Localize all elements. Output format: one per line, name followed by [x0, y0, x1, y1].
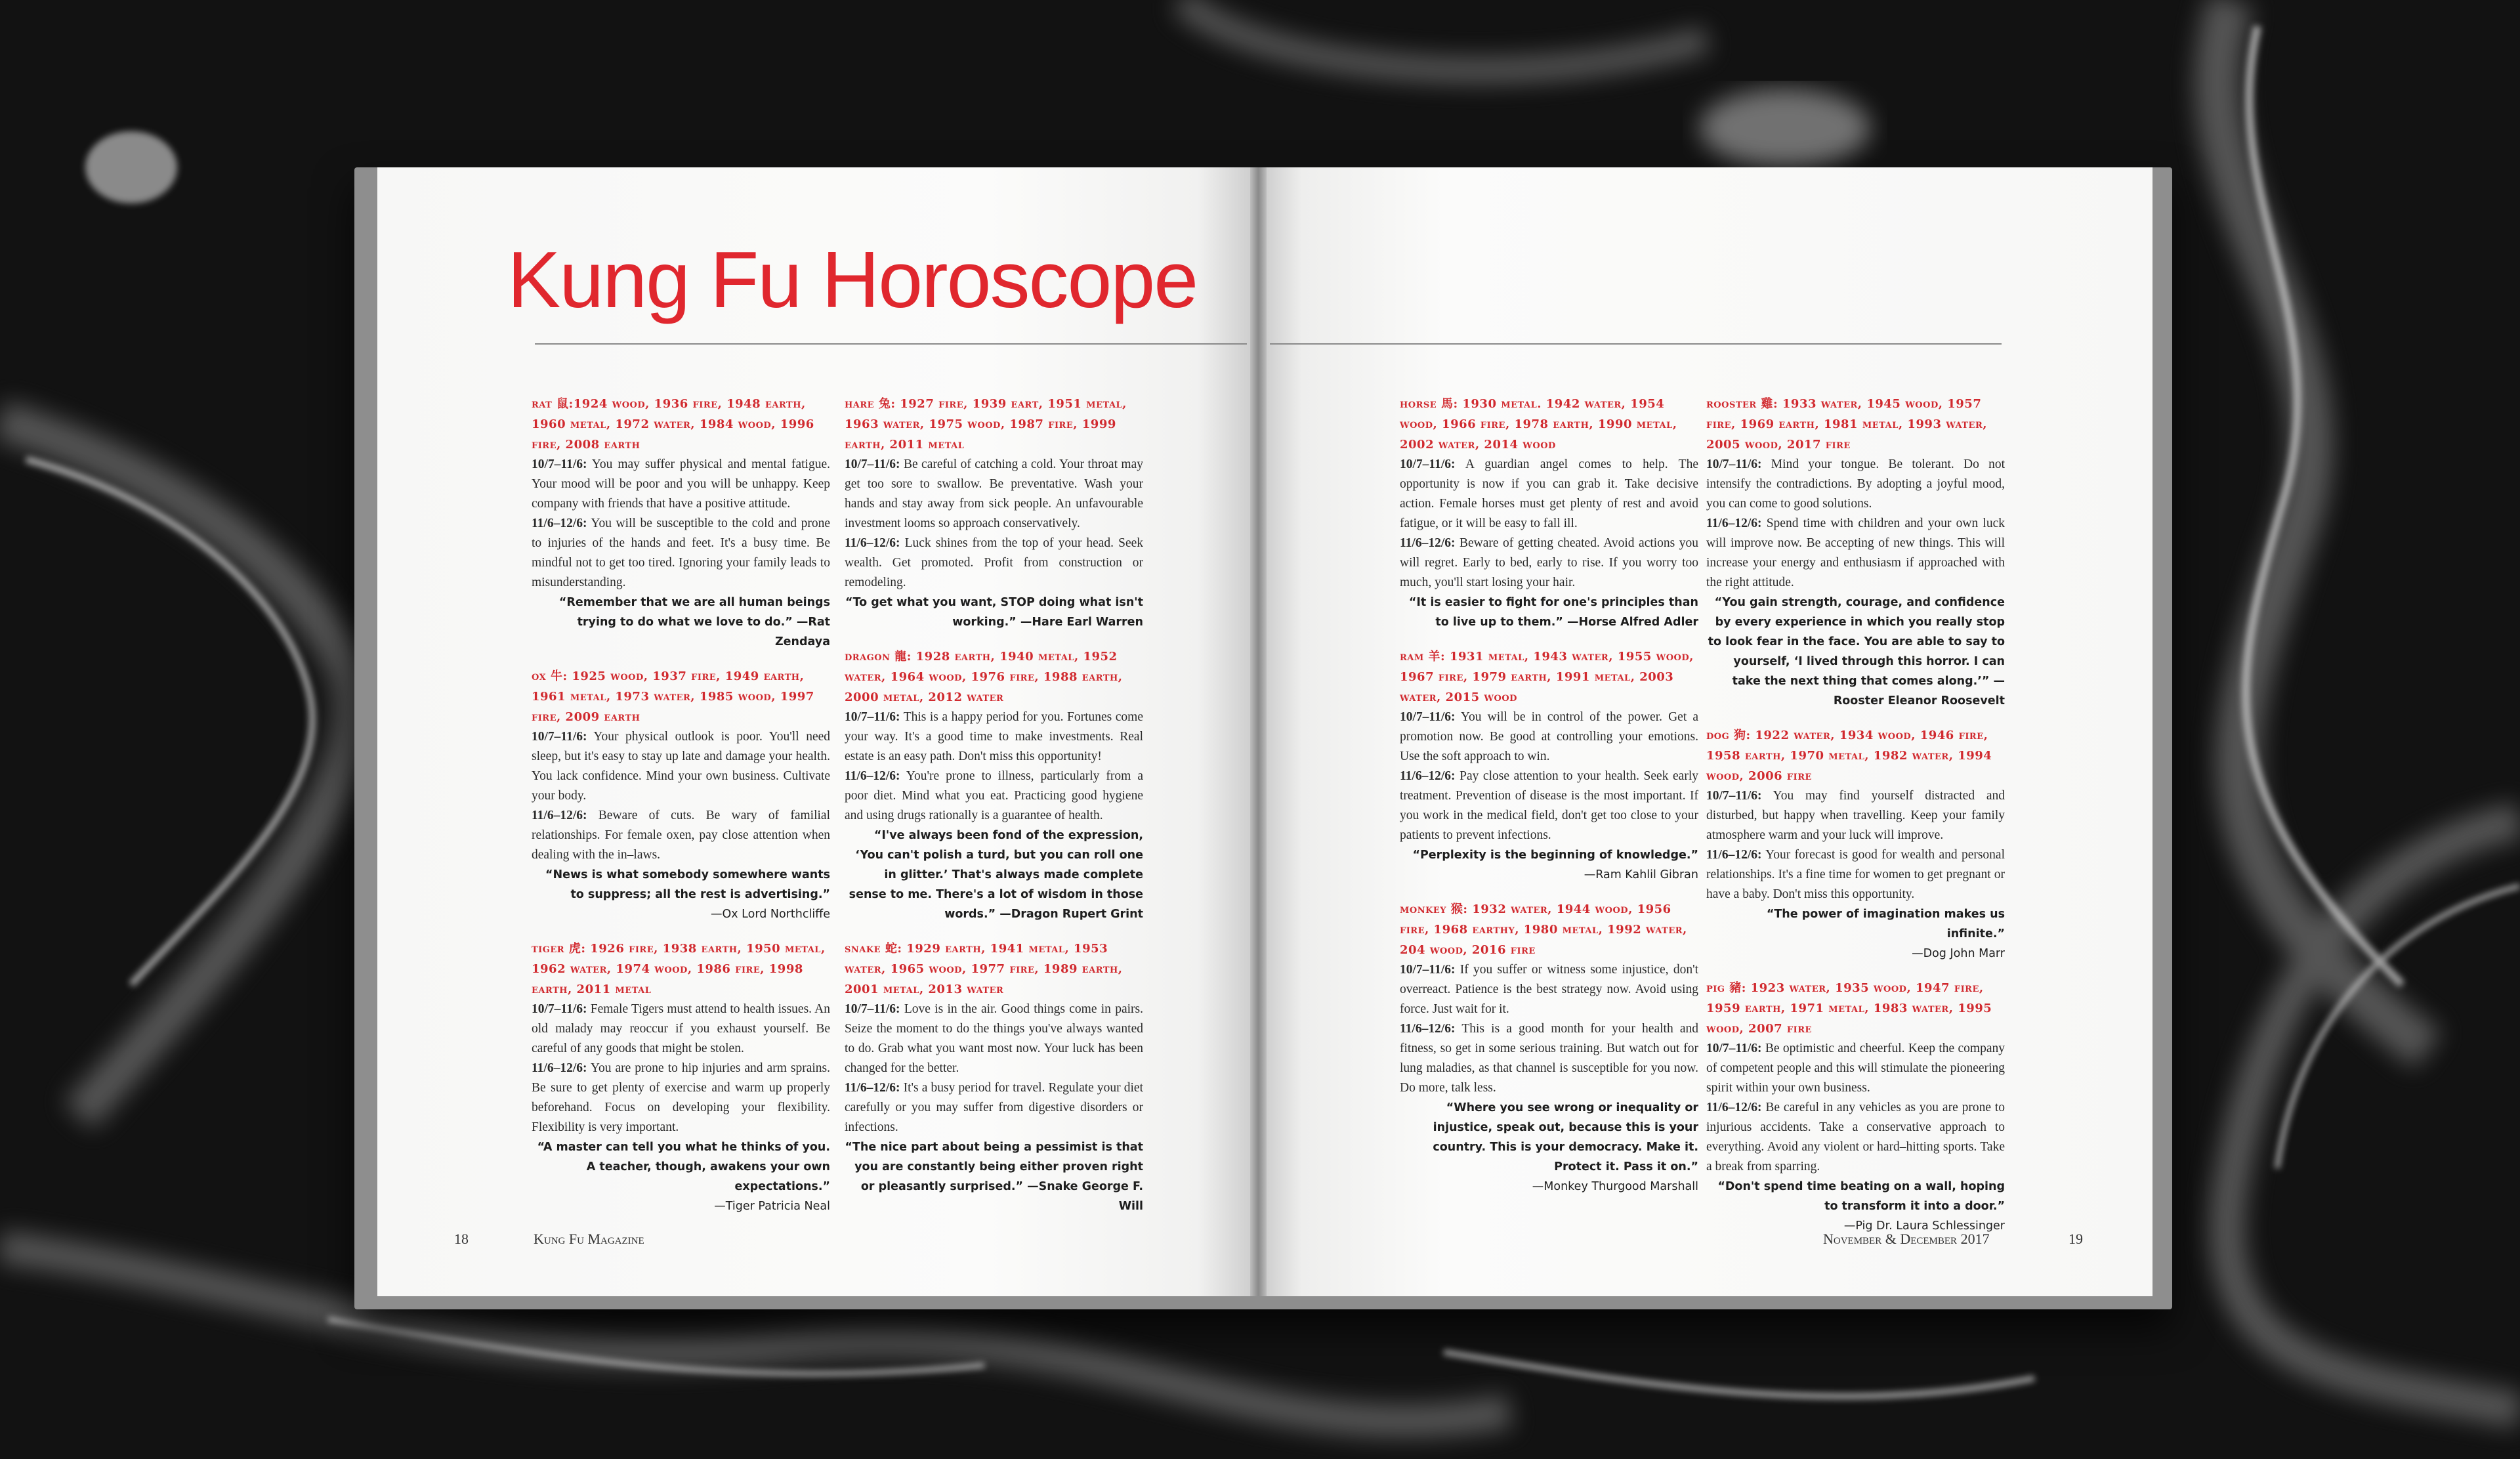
entry-paragraph-2: [1400, 767, 1698, 845]
entry-pig: [1706, 978, 2005, 1236]
page-title: Kung Fu Horoscope: [507, 235, 1198, 324]
entry-paragraph-1: [532, 1000, 830, 1059]
paragraph-text: This is a good month for your health and fitness, so get in some serious training. But watch out for lung maladies, as that channel is susceptible for you now. Do more, talk less.: [1400, 1022, 1698, 1095]
entry-paragraph-2: [532, 806, 830, 865]
entry-ram: [1400, 646, 1698, 885]
entry-heading: snake 蛇: 1929 earth, 1941 metal, 1953 water, 1965 wood, 1977 fire, 1989 earth, 2001 metal, 2013 water: [845, 942, 1123, 996]
page-number-left: 18: [454, 1231, 469, 1247]
column-1: [532, 394, 830, 1231]
date-label: 10/7–11/6:: [1400, 457, 1456, 471]
paragraph-text: Love is in the air. Good things come in pairs. Seize the moment to do the things you've always wanted to do. Grab what you want most now. Your luck has been changed for the better.: [845, 1002, 1143, 1075]
date-label: 11/6–12/6:: [532, 809, 587, 822]
title-rule-left: [535, 343, 1247, 345]
paragraph-text: You are prone to hip injuries and arm sprains. Be sure to get plenty of exercise and warm up properly beforehand. Focus on developing your flexibility. Flexibility is very important.: [532, 1061, 831, 1134]
entry-heading: ram 羊: 1931 metal, 1943 water, 1955 wood, 1967 fire, 1979 earth, 1991 metal, 2003 water, 2015 wood: [1400, 650, 1694, 704]
paragraph-text: Your physical outlook is poor. You'll need sleep, but it's easy to stay up late and damage your health. You lack confidence. Mind your own business. Cultivate your body.: [532, 730, 831, 803]
paragraph-text: A guardian angel comes to help. The opportunity is now if you can grab it. Take decisive action. Female horses must get plenty of rest and avoid fatigue, or it will be easy to fall ill.: [1400, 457, 1698, 530]
paragraph-text: You will be in control of the power. Get a promotion now. Be good at controlling your emotions. Use the soft approach to win.: [1400, 710, 1698, 763]
entry-quote: “You gain strength, courage, and confidence by every experience in which you really stop to look fear in the face. You are able to say to yourself, ‘I lived through this horror. I can take the next thing that comes along.’” —Rooster Eleanor Roosevelt: [1708, 596, 2005, 708]
entry-quote: “News is what somebody somewhere wants to suppress; all the rest is advertising.”: [545, 868, 830, 901]
entry-paragraph-2: [1706, 514, 2005, 593]
paragraph-text: Spend time with children and your own luck will improve now. Be accepting of new things. This will increase your energy and enthusiasm if approached with the right attitude.: [1706, 517, 2005, 589]
entry-attribution: —Pig Dr. Laura Schlessinger: [1843, 1219, 2005, 1233]
entry-paragraph-2: [845, 767, 1143, 826]
entry-paragraph-1: [1706, 786, 2005, 845]
page-number-right: 19: [2068, 1231, 2083, 1247]
entry-quote: “Remember that we are all human beings trying to do what we love to do.” —Rat Zendaya: [558, 596, 830, 648]
entry-quote: “A master can tell you what he thinks of you. A teacher, though, awakens your own expectations.”: [537, 1141, 830, 1193]
entry-attribution: —Dog John Marr: [1912, 947, 2005, 960]
entry-paragraph-2: [532, 1059, 830, 1137]
date-label: 10/7–11/6:: [1706, 457, 1762, 471]
paragraph-text: Pay close attention to your health. Seek early treatment. Prevention of disease is the most important. If you work in the medical field, don't get too close to your patients to prevent infections.: [1400, 769, 1698, 842]
entry-dragon: [845, 646, 1143, 924]
date-label: 11/6–12/6:: [1400, 536, 1456, 550]
entry-heading: dragon 龍: 1928 earth, 1940 metal, 1952 water, 1964 wood, 1976 fire, 1988 earth, 2000 metal, 2012 water: [845, 650, 1123, 704]
entry-attribution: —Tiger Patricia Neal: [714, 1200, 830, 1213]
paragraph-text: Beware of getting cheated. Avoid actions you will regret. Early to bed, early to rise. If you worry too much, you'll start losing your hair.: [1400, 536, 1699, 589]
paragraph-text: It's a busy period for travel. Regulate your diet carefully or you may suffer from digestive disorders or infections.: [845, 1081, 1144, 1134]
column-4: [1706, 394, 2005, 1250]
entry-paragraph-1: [532, 455, 830, 514]
paragraph-text: Beware of cuts. Be wary of familial relationships. For female oxen, pay close attention when dealing with the in–laws.: [532, 809, 831, 862]
entry-rooster: [1706, 394, 2005, 711]
date-label: 11/6–12/6:: [1706, 848, 1762, 862]
date-label: 10/7–11/6:: [532, 1002, 587, 1016]
date-label: 10/7–11/6:: [1400, 963, 1456, 977]
date-label: 10/7–11/6:: [845, 710, 900, 724]
paragraph-text: Be careful of catching a cold. Your throat may get too sore to swallow. Be preventative. Wash your hands and stay away from sick people. An unfavourable investment looms so approach conservatively.: [845, 457, 1144, 530]
date-label: 11/6–12/6:: [1400, 1022, 1456, 1036]
column-3: [1400, 394, 1698, 1211]
entry-quote: “Perplexity is the beginning of knowledge.”: [1412, 849, 1698, 862]
paragraph-text: You may find yourself distracted and disturbed, but happy when travelling. Keep your family atmosphere warm and your luck will improve.: [1706, 789, 2006, 842]
entry-heading: rooster 雞: 1933 water, 1945 wood, 1957 fire, 1969 earth, 1981 metal, 1993 water, 2005 wood, 2017 fire: [1706, 397, 1988, 452]
date-label: 10/7–11/6:: [845, 1002, 900, 1016]
date-label: 11/6–12/6:: [1706, 1101, 1762, 1114]
entry-paragraph-1: [1706, 1039, 2005, 1098]
paragraph-text: Female Tigers must attend to health issues. An old malady may reoccur if you exhaust yourself. Be careful of any goods that might be stolen.: [532, 1002, 831, 1055]
entry-heading: rat 鼠:1924 wood, 1936 fire, 1948 earth, 1960 metal, 1972 water, 1984 wood, 1996 fire, 2008 earth: [532, 397, 814, 452]
entry-attribution: —Ox Lord Northcliffe: [710, 908, 830, 921]
entry-tiger: [532, 939, 830, 1216]
paragraph-text: Be careful in any vehicles as you are prone to injurious accidents. Take a conservative approach to everything. Avoid any violent or hard–hitting sports. Take a break from sparring.: [1706, 1101, 2006, 1174]
entry-paragraph-2: [1400, 1019, 1698, 1098]
paragraph-text: If you suffer or witness some injustice, don't overreact. Patience is the best strategy now. Avoid using force. Just wait for it.: [1400, 963, 1699, 1016]
entry-paragraph-2: [532, 514, 830, 593]
entry-quote: “To get what you want, STOP doing what isn't working.” —Hare Earl Warren: [845, 596, 1143, 629]
date-label: 10/7–11/6:: [845, 457, 900, 471]
paragraph-text: Luck shines from the top of your head. Seek wealth. Get promoted. Profit from construction or remodeling.: [845, 536, 1144, 589]
entry-quote: “I've always been fond of the expression, ‘You can't polish a turd, but you can roll one in glitter.’ That's always made complete sense to me. There's a lot of wisdom in those words.” —Dragon Rupert Grint: [849, 829, 1143, 921]
date-label: 10/7–11/6:: [1706, 789, 1762, 803]
paragraph-text: You will be susceptible to the cold and prone to injuries of the hands and feet. It's a busy time. Be mindful not to get too tired. Ignoring your family leads to misunderstanding.: [532, 517, 830, 589]
entry-rat: [532, 394, 830, 652]
entry-paragraph-1: [1400, 708, 1698, 767]
paragraph-text: Mind your tongue. Be tolerant. Do not intensify the contradictions. By adopting a joyful mood, you can come to good solutions.: [1706, 457, 2006, 511]
paragraph-text: You're prone to illness, particularly from a poor diet. Mind what you eat. Practicing good hygiene and using drugs rationally is a guarantee of health.: [845, 769, 1143, 822]
running-footer-right: November & December 2017: [1823, 1231, 1990, 1247]
paragraph-text: Your forecast is good for wealth and personal relationships. It's a fine time for women to get pregnant or have a baby. Don't miss this opportunity.: [1706, 848, 2005, 901]
date-label: 11/6–12/6:: [845, 1081, 900, 1095]
entry-heading: tiger 虎: 1926 fire, 1938 earth, 1950 metal, 1962 water, 1974 wood, 1986 fire, 1998 earth, 2011 metal: [532, 942, 826, 996]
date-label: 10/7–11/6:: [532, 457, 587, 471]
entry-quote: “Don't spend time beating on a wall, hoping to transform it into a door.”: [1717, 1180, 2005, 1213]
entry-heading: horse 馬: 1930 metal. 1942 water, 1954 wood, 1966 fire, 1978 earth, 1990 metal, 2002 water, 2014 wood: [1400, 397, 1677, 452]
paragraph-text: Be optimistic and cheerful. Keep the company of competent people and this will stimulate the pioneering spirit within your own business.: [1706, 1042, 2005, 1095]
entry-paragraph-2: [845, 1078, 1143, 1137]
entry-paragraph-1: [845, 708, 1143, 767]
entry-monkey: [1400, 899, 1698, 1196]
entry-paragraph-1: [532, 727, 830, 806]
entry-paragraph-2: [845, 534, 1143, 593]
date-label: 11/6–12/6:: [532, 517, 587, 530]
entry-paragraph-2: [1400, 534, 1698, 593]
entry-ox: [532, 666, 830, 924]
paragraph-text: You may suffer physical and mental fatigue. Your mood will be poor and you will be unhappy. Keep company with friends that have a positive attitude.: [532, 457, 830, 511]
entry-quote: “The nice part about being a pessimist is that you are constantly being either proven right or pleasantly surprised.” —Snake George F. Will: [845, 1141, 1143, 1213]
entry-snake: [845, 939, 1143, 1216]
entry-paragraph-2: [1706, 1098, 2005, 1177]
date-label: 10/7–11/6:: [1400, 710, 1456, 724]
date-label: 10/7–11/6:: [532, 730, 587, 744]
entry-heading: dog 狗: 1922 water, 1934 wood, 1946 fire, 1958 earth, 1970 metal, 1982 water, 1994 wood, 2006 fire: [1706, 729, 1992, 783]
entry-quote: “Where you see wrong or inequality or injustice, speak out, because this is your country. This is your democracy. Make it. Protect it. Pass it on.”: [1433, 1101, 1698, 1174]
entry-heading: ox 牛: 1925 wood, 1937 fire, 1949 earth, 1961 metal, 1973 water, 1985 wood, 1997 fire, 2009 earth: [532, 669, 814, 724]
entry-hare: [845, 394, 1143, 632]
paragraph-text: This is a happy period for you. Fortunes come your way. It's a good time to make investments. Real estate is an easy path. Don't miss this opportunity!: [845, 710, 1143, 763]
date-label: 11/6–12/6:: [845, 536, 900, 550]
entry-attribution: —Ram Kahlil Gibran: [1584, 868, 1698, 881]
entry-dog: [1706, 725, 2005, 963]
entry-horse: [1400, 394, 1698, 632]
entry-heading: monkey 猴: 1932 water, 1944 wood, 1956 fire, 1968 earthy, 1980 metal, 1992 water, 204 wood, 2016 fire: [1400, 902, 1687, 957]
entry-paragraph-1: [1400, 960, 1698, 1019]
entry-paragraph-1: [845, 1000, 1143, 1078]
entry-quote: “It is easier to fight for one's principles than to live up to them.” —Horse Alfred Adler: [1408, 596, 1698, 629]
column-2: [845, 394, 1143, 1231]
spine-gutter: [1250, 167, 1267, 1296]
entry-paragraph-1: [1706, 455, 2005, 514]
date-label: 11/6–12/6:: [845, 769, 900, 783]
date-label: 11/6–12/6:: [1400, 769, 1456, 783]
entry-paragraph-1: [845, 455, 1143, 534]
entry-quote: “The power of imagination makes us infinite.”: [1766, 908, 2005, 941]
entry-heading: pig 豬: 1923 water, 1935 wood, 1947 fire, 1959 earth, 1971 metal, 1983 water, 1995 wood, 2007 fire: [1706, 981, 1992, 1036]
date-label: 11/6–12/6:: [532, 1061, 587, 1075]
running-footer-left: Kung Fu Magazine: [534, 1231, 644, 1247]
entry-heading: hare 兔: 1927 fire, 1939 eart, 1951 metal, 1963 water, 1975 wood, 1987 fire, 1999 earth, 2011 metal: [845, 397, 1127, 452]
entry-paragraph-2: [1706, 845, 2005, 904]
entry-paragraph-1: [1400, 455, 1698, 534]
entry-attribution: —Monkey Thurgood Marshall: [1532, 1180, 1698, 1193]
date-label: 11/6–12/6:: [1706, 517, 1762, 530]
title-rule-right: [1270, 343, 2002, 345]
date-label: 10/7–11/6:: [1706, 1042, 1762, 1055]
